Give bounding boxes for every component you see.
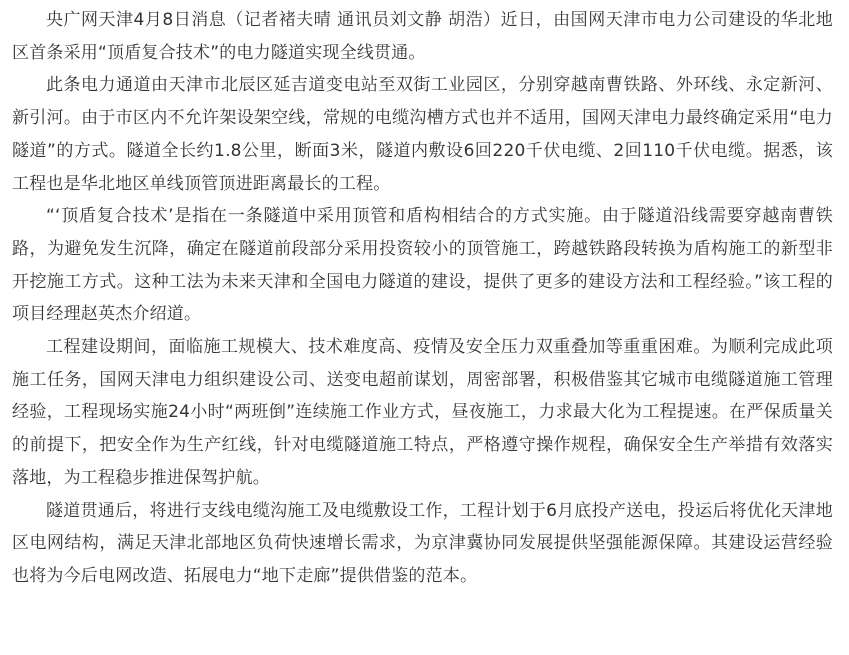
paragraph-route: 此条电力通道由天津市北辰区延吉道变电站至双街工业园区，分别穿越南曹铁路、外环线、永定新河、新引河。由于市区内不允许架设架空线，常规的电缆沟槽方式也并不适用，国网天津电力最终确定采用“电力隧道”的方式。隧道全长约1.8公里，断面3米，隧道内敷设6回220千伏电缆、2回110千伏电缆。据悉，该工程也是华北地区单线顶管顶进距离最长的工程。 [12,75,833,194]
paragraph-lead: 央广网天津4月8日消息（记者褚夫晴 通讯员刘文静 胡浩）近日，由国网天津市电力公司建设的华北地区首条采用“顶盾复合技术”的电力隧道实现全线贯通。 [12,10,833,63]
paragraph-technique: “‘顶盾复合技术’是指在一条隧道中采用顶管和盾构相结合的方式实施。由于隧道沿线需要穿越南曹铁路，为避免发生沉降，确定在隧道前段部分采用投资较小的顶管施工，跨越铁路段转换为盾构施工的新型非开挖施工方式。这种工法为未来天津和全国电力隧道的建设，提供了更多的建设方法和工程经验。”该工程的项目经理赵英杰介绍道。 [12,206,833,325]
paragraph-outlook: 隧道贯通后，将进行支线电缆沟施工及电缆敷设工作，工程计划于6月底投产送电，投运后将优化天津地区电网结构，满足天津北部地区负荷快速增长需求，为京津冀协同发展提供坚强能源保障。其建设运营经验也将为今后电网改造、拓展电力“地下走廊”提供借鉴的范本。 [12,500,833,586]
paragraph-construction: 工程建设期间，面临施工规模大、技术难度高、疫情及安全压力双重叠加等重重困难。为顺利完成此项施工任务，国网天津电力组织建设公司、送变电超前谋划，周密部署，积极借鉴其它城市电缆隧道施工管理经验，工程现场实施24小时“两班倒”连续施工作业方式，昼夜施工，力求最大化为工程提速。在严保质量关的前提下，把安全作为生产红线，针对电缆隧道施工特点，严格遵守操作规程，确保安全生产举措有效落实落地，为工程稳步推进保驾护航。 [12,337,833,488]
